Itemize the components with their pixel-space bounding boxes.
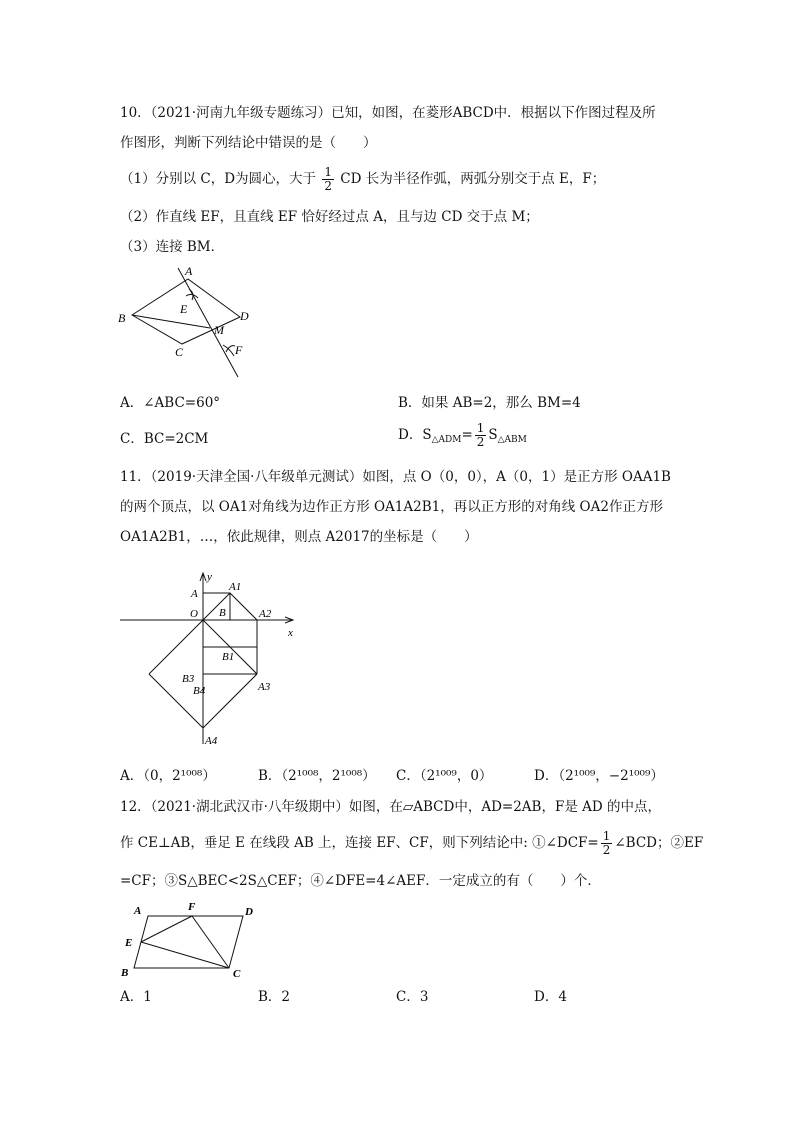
q12-option-b: B．2 [258,989,291,1005]
q11-option-c: C．（2¹⁰⁰⁹，0） [396,768,493,784]
q10-step1-text-a: （1）分别以 C，D为圆心，大于 [120,171,317,187]
q11-label-a4: A4 [205,735,218,747]
q10-label-m: M [214,323,224,337]
q11-option-d: D．（2¹⁰⁰⁹，−2¹⁰⁰⁹） [534,768,664,784]
q10-step1-text-b: CD 长为半径作弧，两弧分别交于点 E，F； [340,171,606,187]
q10-option-c: C．BC=2CM [120,431,209,447]
q12-stem-line3: =CF；③S△BEC<2S△CEF；④∠DFE=4∠AEF．一定成立的有（ ）个． [120,873,601,889]
q11-label-a1: A1 [229,581,242,593]
q12-label-b: B [121,967,129,979]
q10-stem-line2: 作图形，判断下列结论中错误的是（ ） [120,135,377,151]
q11-option-a: A．（0，2¹⁰⁰⁸） [120,768,216,784]
q10-step1-frac-num: 1 [324,165,332,179]
q12-label-a: A [134,905,142,917]
q12-label-c: C [233,968,241,980]
q11-label-b1: B1 [222,651,235,663]
q10-optd-frac-num: 1 [476,421,485,435]
q10-optd-eq: = [461,427,473,443]
q12-option-d: D．4 [534,989,567,1005]
q10-optd-text-b: S [488,427,498,443]
q12-stem-line1: 12．（2021·湖北武汉市·八年级期中）如图，在▱ABCD中，AD=2AB，F是 AD 的中点， [120,799,661,815]
q12-option-c: C．3 [396,989,429,1005]
q12-label-e: E [125,937,133,949]
q12-stem-line2-b: ∠BCD；②EF [614,835,704,851]
q10-step2: （2）作直线 EF，且直线 EF 恰好经过点 A，且与边 CD 交于点 M； [120,209,539,225]
q10-label-c: C [175,345,184,359]
q11-label-a2: A2 [259,608,272,620]
q10-optd-sub1: △ADM [431,435,462,445]
q11-label-b4: B4 [193,685,206,697]
q12-stem-fraction [601,830,613,857]
q11-label-y: y [207,571,212,583]
q11-label-a3: A3 [258,681,271,693]
q10-label-b: B [118,311,126,325]
q10-option-a: A．∠ABC=60° [120,395,221,411]
q10-optd-text-a: D．S [398,427,432,443]
q12-parallelogram-figure [116,896,266,981]
q10-label-d: D [240,309,249,323]
q10-label-a: A [185,264,193,278]
q10-optd-frac-den: 2 [476,435,485,449]
q11-option-b: B．（2¹⁰⁰⁸，2¹⁰⁰⁸） [258,768,376,784]
q11-stem-line3: OA1A2B1，…，依此规律，则点 A2017的坐标是（ ） [120,529,478,545]
q10-stem-line1: 10．（2021·河南九年级专题练习）已知，如图，在菱形ABCD中．根据以下作图过程及所 [120,105,656,121]
q10-label-e: E [180,302,188,316]
q10-step3: （3）连接 BM． [120,239,225,255]
q11-label-b: B [219,607,226,619]
q11-label-o: O [190,608,198,620]
q12-frac-num: 1 [602,829,611,843]
q10-label-f: F [235,343,243,357]
q11-label-x: x [288,627,293,639]
q10-step1 [120,164,605,194]
q10-optd-sub2: △ABM [497,435,527,445]
q10-step1-frac-den: 2 [324,179,332,193]
q11-stem-line1: 11．（2019·天津全国·八年级单元测试）如图，点 O（0，0），A（0，1）是正方形 OAA1B [120,469,671,485]
q12-frac-den: 2 [602,843,611,857]
q12-stem-line2-a: 作 CE⊥AB，垂足 E 在线段 AB 上，连接 EF、CF，则下列结论中: ①∠DCF= [120,835,599,851]
q11-square-spiral-figure [115,568,305,750]
q10-optd-fraction [475,422,487,449]
q12-label-f: F [188,901,196,913]
q10-option-b: B．如果 AB=2，那么 BM=4 [398,395,581,411]
q10-option-d [398,420,527,455]
q12-label-d: D [245,906,253,918]
q11-stem-line2: 的两个顶点，以 OA1对角线为边作正方形 OA1A2B1，再以正方形的对角线 OA2作正方形 [120,499,663,515]
q10-step1-fraction [322,166,334,193]
q10-rhombus-figure [110,262,270,382]
q11-label-b3: B3 [182,673,195,685]
q11-label-a: A [191,588,198,600]
q12-option-a: A．1 [120,989,152,1005]
q12-stem-line2 [120,828,703,858]
